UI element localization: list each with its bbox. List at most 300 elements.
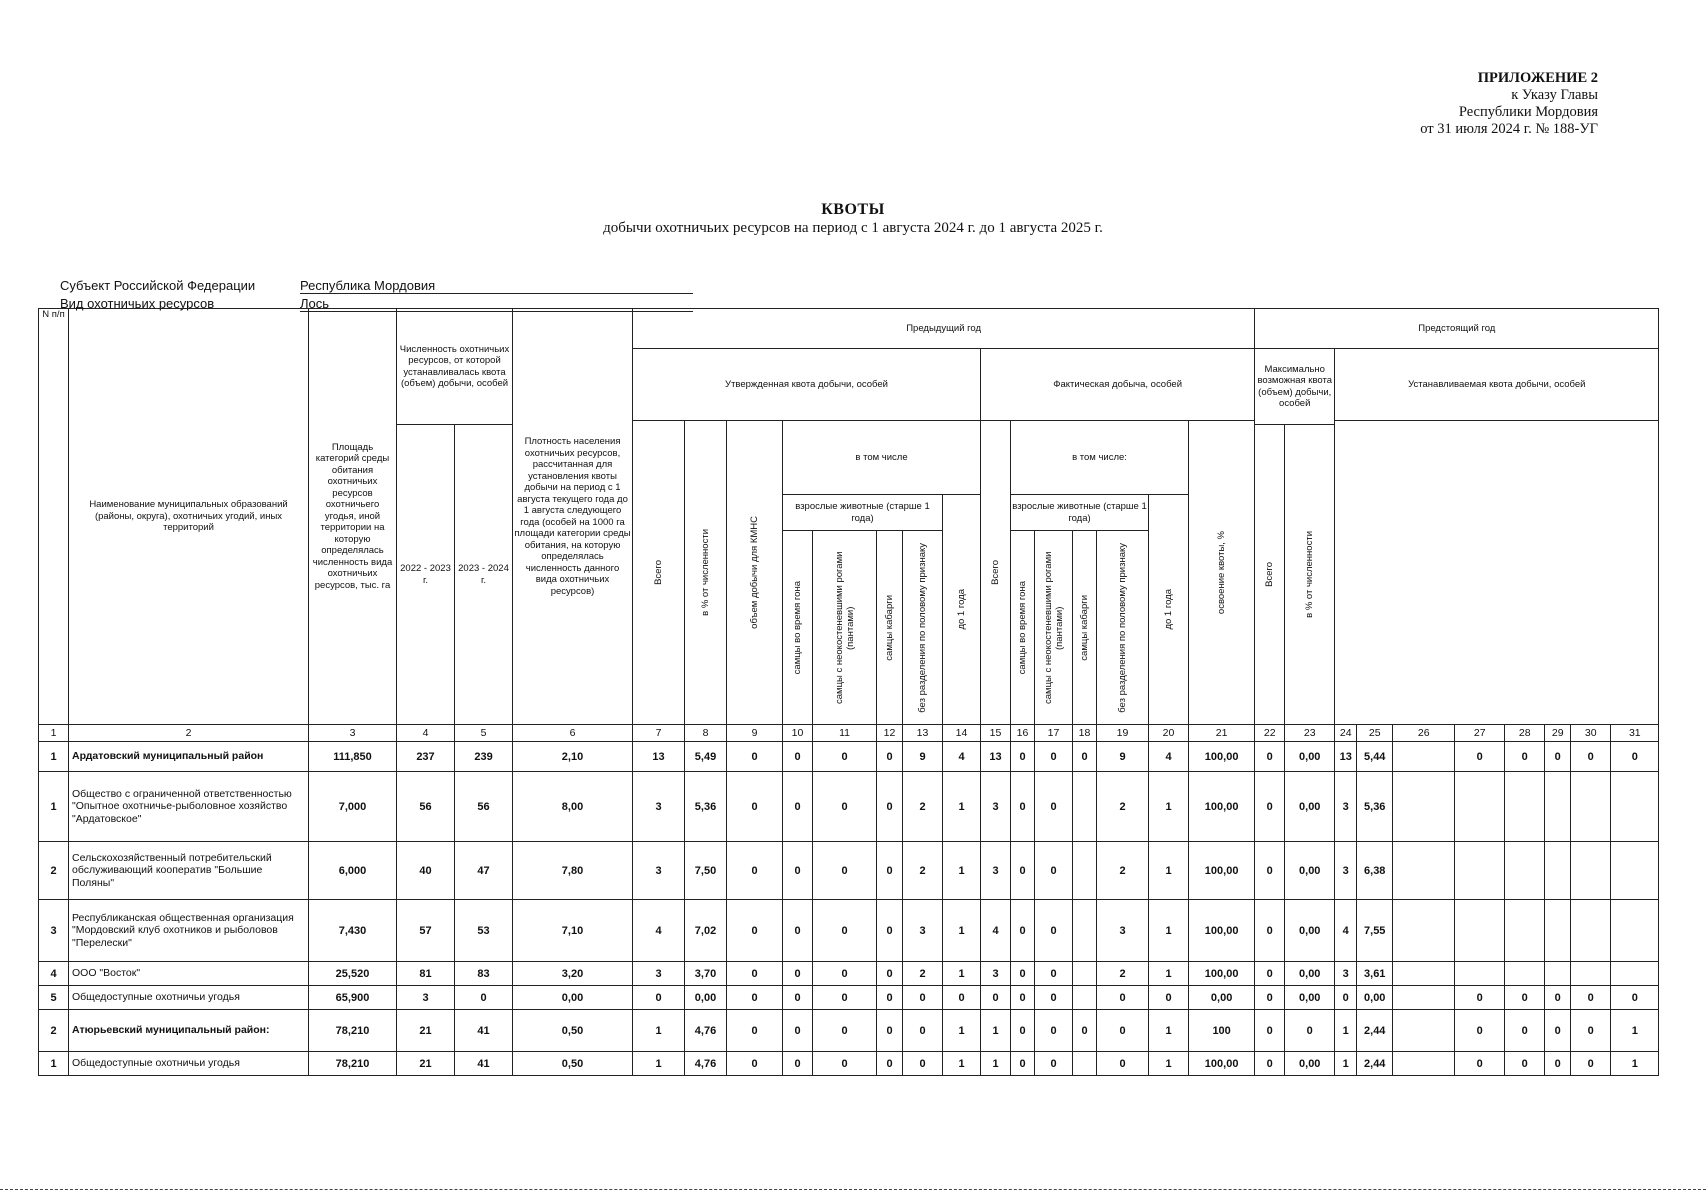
table-cell: 0	[783, 900, 813, 962]
table-cell: 0	[981, 986, 1011, 1010]
column-number: 9	[727, 725, 783, 742]
header-actual-musk-males-text: самцы кабарги	[1079, 594, 1091, 661]
column-number: 15	[981, 725, 1011, 742]
table-cell: 0	[1455, 1052, 1505, 1076]
column-number-row	[39, 725, 1659, 742]
table-row	[39, 1052, 1659, 1076]
table-cell	[1505, 900, 1545, 962]
table-cell: 1	[1611, 1010, 1659, 1052]
column-number: 19	[1097, 725, 1149, 742]
table-cell	[1393, 1010, 1455, 1052]
column-number: 12	[877, 725, 903, 742]
table-cell	[1073, 1052, 1097, 1076]
header-max-total-text: Всего	[1264, 562, 1276, 587]
table-cell: 0	[1455, 742, 1505, 772]
table-cell: 40	[397, 842, 455, 900]
row-number-cell: 1	[39, 1052, 69, 1076]
header-pct	[685, 421, 727, 725]
table-cell: 41	[455, 1052, 513, 1076]
table-cell: 0,00	[685, 986, 727, 1010]
table-cell	[1455, 900, 1505, 962]
table-row	[39, 900, 1659, 962]
table-cell: 111,850	[309, 742, 397, 772]
column-number: 1	[39, 725, 69, 742]
table-cell: 2	[1097, 842, 1149, 900]
document-title-block	[0, 201, 1706, 237]
column-number: 8	[685, 725, 727, 742]
table-cell: 4	[1335, 900, 1357, 962]
table-cell: 1	[633, 1052, 685, 1076]
table-cell: 0	[1035, 962, 1073, 986]
header-next-year: Предстоящий год	[1255, 309, 1659, 349]
table-cell: 0	[727, 1052, 783, 1076]
table-cell	[1571, 900, 1611, 962]
column-number: 31	[1611, 725, 1659, 742]
table-cell: 0	[813, 842, 877, 900]
table-cell: 0	[1255, 986, 1285, 1010]
header-actual-rut-males	[1011, 531, 1035, 725]
header-max-pct	[1285, 425, 1335, 725]
table-cell: 2,44	[1357, 1010, 1393, 1052]
table-cell: 0,00	[513, 986, 633, 1010]
table-cell: 0	[1571, 742, 1611, 772]
table-cell: 3	[981, 842, 1011, 900]
table-cell: 0	[727, 842, 783, 900]
table-cell: 7,02	[685, 900, 727, 962]
table-cell: 100,00	[1189, 962, 1255, 986]
column-number: 28	[1505, 725, 1545, 742]
table-cell: 0	[1571, 986, 1611, 1010]
table-cell: 83	[455, 962, 513, 986]
header-max-pct-text: в % от численности	[1304, 531, 1316, 618]
table-cell: 4,76	[685, 1010, 727, 1052]
table-cell: 0	[1255, 962, 1285, 986]
table-cell: 21	[397, 1010, 455, 1052]
header-name: Наименование муниципальных образований (районы, округа), охотничьих угодий, иных территорий	[69, 309, 309, 725]
header-max-total	[1255, 425, 1285, 725]
header-total	[633, 421, 685, 725]
table-cell	[1545, 900, 1571, 962]
table-cell: 2,10	[513, 742, 633, 772]
table-cell: 0	[877, 986, 903, 1010]
table-cell: 78,210	[309, 1052, 397, 1076]
appendix-line: к Указу Главы	[1511, 87, 1598, 103]
header-including: в том числе	[783, 421, 981, 495]
table-cell: 78,210	[309, 1010, 397, 1052]
table-cell: 0	[783, 1010, 813, 1052]
quota-table	[38, 308, 1659, 1076]
table-cell: 21	[397, 1052, 455, 1076]
table-cell: 0	[633, 986, 685, 1010]
territory-name-cell: Республиканская общественная организация "Мордовский клуб охотников и рыболовов "Перелески"	[69, 900, 309, 962]
table-cell: 47	[455, 842, 513, 900]
table-cell: 100,00	[1189, 842, 1255, 900]
table-cell: 0	[1611, 986, 1659, 1010]
column-number: 2	[69, 725, 309, 742]
table-cell: 0	[1035, 842, 1073, 900]
table-cell: 1	[943, 772, 981, 842]
table-cell: 100	[1189, 1010, 1255, 1052]
table-cell: 0	[727, 772, 783, 842]
table-cell: 0	[1073, 742, 1097, 772]
table-cell: 65,900	[309, 986, 397, 1010]
header-under1	[943, 495, 981, 725]
column-number: 13	[903, 725, 943, 742]
header-quota-usage	[1189, 421, 1255, 725]
table-cell: 4	[943, 742, 981, 772]
table-cell: 0	[783, 842, 813, 900]
table-cell: 1	[1149, 842, 1189, 900]
table-cell	[1455, 842, 1505, 900]
header-actual-musk-males	[1073, 531, 1097, 725]
table-cell: 0	[1035, 1010, 1073, 1052]
table-cell: 237	[397, 742, 455, 772]
table-cell: 0	[1335, 986, 1357, 1010]
table-cell: 4	[1149, 742, 1189, 772]
resource-value: Лось	[300, 296, 693, 312]
header-actual-total	[981, 421, 1011, 725]
table-cell: 0	[727, 986, 783, 1010]
table-cell: 1	[1611, 1052, 1659, 1076]
table-cell: 0	[1285, 1010, 1335, 1052]
table-cell: 0	[877, 742, 903, 772]
table-cell: 7,430	[309, 900, 397, 962]
row-number-cell: 4	[39, 962, 69, 986]
table-cell: 0	[903, 986, 943, 1010]
table-cell: 0	[783, 1052, 813, 1076]
table-cell	[1393, 1052, 1455, 1076]
table-cell: 0	[813, 1052, 877, 1076]
header-actual-antler-males-text: самцы с неокостеневшими рогами (пантами)	[1042, 551, 1065, 704]
table-cell: 0	[1505, 742, 1545, 772]
table-cell: 3	[397, 986, 455, 1010]
row-number-cell: 1	[39, 742, 69, 772]
header-max-quota: Максимально возможная квота (объем) добычи, особей	[1255, 349, 1335, 425]
table-cell	[1611, 842, 1659, 900]
table-cell: 5,36	[1357, 772, 1393, 842]
table-cell: 2	[903, 772, 943, 842]
table-cell: 1	[943, 900, 981, 962]
header-set-quota: Устанавливаемая квота добычи, особей	[1335, 349, 1659, 421]
header-density: Плотность населения охотничьих ресурсов, рассчитанная для установления квоты добычи на период с 1 августа текущего года до 1 августа следующего года (особей на 1000 га площади категории среды обитания, на которую определялась численность данного вида охотничьих ресурсов)	[513, 309, 633, 725]
table-cell: 1	[1149, 900, 1189, 962]
table-cell: 100,00	[1189, 900, 1255, 962]
header-actual-total-text: Всего	[990, 560, 1002, 585]
header-rut-males-text: самцы во время гона	[792, 580, 804, 675]
table-cell: 8,00	[513, 772, 633, 842]
header-actual-rut-males-text: самцы во время гона	[1017, 580, 1029, 675]
table-cell: 3	[981, 772, 1011, 842]
table-cell	[1393, 900, 1455, 962]
table-cell: 56	[455, 772, 513, 842]
table-cell: 0	[877, 842, 903, 900]
table-cell: 0	[877, 1052, 903, 1076]
table-cell: 2,44	[1357, 1052, 1393, 1076]
quota-table-body	[39, 742, 1659, 1076]
table-cell: 2	[1097, 772, 1149, 842]
appendix-title: ПРИЛОЖЕНИЕ 2	[1477, 70, 1598, 86]
table-cell: 0	[1255, 772, 1285, 842]
document-title: КВОТЫ	[821, 201, 885, 218]
district-row	[39, 1010, 1659, 1052]
table-cell: 41	[455, 1010, 513, 1052]
header-musk-males	[877, 531, 903, 725]
subject-row	[60, 278, 693, 294]
column-number: 4	[397, 725, 455, 742]
territory-name-cell: ООО "Восток"	[69, 962, 309, 986]
header-under1-text: до 1 года	[956, 589, 968, 630]
table-cell: 0,00	[1285, 742, 1335, 772]
table-cell: 5,49	[685, 742, 727, 772]
table-cell	[1393, 842, 1455, 900]
table-cell: 1	[1149, 1010, 1189, 1052]
column-number: 16	[1011, 725, 1035, 742]
table-cell: 0	[1505, 986, 1545, 1010]
table-cell: 2	[903, 842, 943, 900]
table-cell: 6,38	[1357, 842, 1393, 900]
table-cell	[1545, 962, 1571, 986]
table-cell: 0	[1011, 986, 1035, 1010]
table-cell: 3,20	[513, 962, 633, 986]
table-cell: 0	[1097, 986, 1149, 1010]
table-cell	[1545, 772, 1571, 842]
column-number: 26	[1393, 725, 1455, 742]
table-cell	[1073, 842, 1097, 900]
table-cell: 1	[1335, 1052, 1357, 1076]
table-cell: 13	[981, 742, 1011, 772]
header-actual-antler-males	[1035, 531, 1073, 725]
table-cell: 0	[813, 962, 877, 986]
table-cell: 0	[727, 962, 783, 986]
table-cell: 0	[1035, 772, 1073, 842]
table-cell	[1073, 772, 1097, 842]
table-cell: 1	[943, 962, 981, 986]
table-cell: 0	[1097, 1010, 1149, 1052]
page-bottom-edge	[0, 1189, 1706, 1190]
table-cell: 0	[1011, 1052, 1035, 1076]
table-cell: 1	[1149, 962, 1189, 986]
header-kmns-volume-text: объем добычи для КМНС	[749, 516, 761, 629]
header-adults: взрослые животные (старше 1 года)	[783, 495, 943, 531]
column-number: 7	[633, 725, 685, 742]
table-cell: 0,00	[1285, 842, 1335, 900]
table-cell: 0	[1571, 1010, 1611, 1052]
table-cell: 0	[1545, 1052, 1571, 1076]
table-cell: 0,00	[1285, 986, 1335, 1010]
table-cell: 2	[1097, 962, 1149, 986]
table-cell: 0	[1035, 986, 1073, 1010]
table-cell	[1545, 842, 1571, 900]
table-cell: 3	[1097, 900, 1149, 962]
table-cell: 0	[1545, 742, 1571, 772]
column-number: 5	[455, 725, 513, 742]
document-subtitle: добычи охотничьих ресурсов на период с 1 августа 2024 г. до 1 августа 2025 г.	[603, 220, 1103, 236]
table-cell: 0	[1011, 742, 1035, 772]
row-number-cell: 1	[39, 772, 69, 842]
table-cell	[1505, 842, 1545, 900]
table-cell: 0,00	[1357, 986, 1393, 1010]
table-row	[39, 842, 1659, 900]
table-cell: 0	[1505, 1010, 1545, 1052]
header-antler-males	[813, 531, 877, 725]
row-number-cell: 5	[39, 986, 69, 1010]
header-antler-males-text: самцы с неокостеневшими рогами (пантами)	[833, 551, 856, 704]
table-cell: 3	[633, 772, 685, 842]
table-cell: 5,44	[1357, 742, 1393, 772]
table-cell	[1505, 772, 1545, 842]
table-cell: 0	[1255, 842, 1285, 900]
table-cell: 1	[943, 1052, 981, 1076]
table-cell: 56	[397, 772, 455, 842]
table-cell: 0	[1505, 1052, 1545, 1076]
table-cell: 53	[455, 900, 513, 962]
table-cell	[1073, 962, 1097, 986]
table-cell: 0	[903, 1052, 943, 1076]
table-cell: 3,61	[1357, 962, 1393, 986]
column-number: 25	[1357, 725, 1393, 742]
table-cell: 0,50	[513, 1052, 633, 1076]
column-number: 10	[783, 725, 813, 742]
table-cell: 0,00	[1285, 1052, 1335, 1076]
table-cell: 7,10	[513, 900, 633, 962]
header-set-quota-spacer	[1335, 421, 1659, 725]
table-cell: 0	[1455, 986, 1505, 1010]
table-cell: 0	[727, 900, 783, 962]
table-cell: 7,50	[685, 842, 727, 900]
column-number: 27	[1455, 725, 1505, 742]
header-area: Площадь категорий среды обитания охотничьих ресурсов охотничьего угодья, иной территории на которую определялась численность вида охотничьих ресурсов, тыс. га	[309, 309, 397, 725]
table-cell: 0	[903, 1010, 943, 1052]
table-cell: 100,00	[1189, 1052, 1255, 1076]
table-cell: 0	[727, 742, 783, 772]
district-row	[39, 742, 1659, 772]
table-cell: 0,00	[1285, 962, 1335, 986]
table-cell: 0	[813, 986, 877, 1010]
table-cell: 3	[903, 900, 943, 962]
header-pop-y1: 2022 - 2023 г.	[397, 425, 455, 725]
header-approved-quota: Утвержденная квота добычи, особей	[633, 349, 981, 421]
table-cell: 1	[633, 1010, 685, 1052]
table-cell: 0	[783, 962, 813, 986]
subject-value: Республика Мордовия	[300, 278, 693, 294]
header-musk-males-text: самцы кабарги	[884, 594, 896, 661]
table-cell: 100,00	[1189, 772, 1255, 842]
table-cell: 0	[1011, 900, 1035, 962]
header-previous-year: Предыдущий год	[633, 309, 1255, 349]
table-row	[39, 772, 1659, 842]
table-cell	[1073, 986, 1097, 1010]
table-cell: 0	[1011, 962, 1035, 986]
table-cell: 5,36	[685, 772, 727, 842]
header-actual-no-sex	[1097, 531, 1149, 725]
column-number: 22	[1255, 725, 1285, 742]
header-actual-no-sex-text: без разделения по половому признаку	[1117, 542, 1129, 713]
column-number: 23	[1285, 725, 1335, 742]
table-cell: 7,55	[1357, 900, 1393, 962]
table-cell	[1505, 962, 1545, 986]
table-cell	[1611, 772, 1659, 842]
header-rut-males	[783, 531, 813, 725]
table-cell: 0	[727, 1010, 783, 1052]
column-number: 21	[1189, 725, 1255, 742]
table-cell: 0	[1455, 1010, 1505, 1052]
table-cell	[1393, 962, 1455, 986]
table-cell	[1611, 900, 1659, 962]
column-number: 30	[1571, 725, 1611, 742]
table-cell	[1455, 772, 1505, 842]
appendix-block	[1420, 70, 1598, 138]
table-cell: 3	[633, 842, 685, 900]
table-cell: 0	[1097, 1052, 1149, 1076]
table-cell	[1393, 742, 1455, 772]
table-cell: 9	[1097, 742, 1149, 772]
table-cell: 4	[633, 900, 685, 962]
column-number: 3	[309, 725, 397, 742]
territory-name-cell: Ардатовский муниципальный район	[69, 742, 309, 772]
table-cell: 3	[981, 962, 1011, 986]
table-row	[39, 986, 1659, 1010]
territory-name-cell: Сельскохозяйственный потребительский обслуживающий кооператив "Большие Поляны"	[69, 842, 309, 900]
row-number-cell: 3	[39, 900, 69, 962]
table-cell: 0	[1545, 986, 1571, 1010]
header-actual-including: в том числе:	[1011, 421, 1189, 495]
table-cell	[1073, 900, 1097, 962]
table-cell: 0	[1035, 900, 1073, 962]
header-actual-catch: Фактическая добыча, особей	[981, 349, 1255, 421]
table-cell: 4,76	[685, 1052, 727, 1076]
table-cell	[1393, 772, 1455, 842]
table-cell	[1571, 772, 1611, 842]
appendix-date: от 31 июля 2024 г. № 188-УГ	[1420, 121, 1598, 137]
column-number: 6	[513, 725, 633, 742]
table-cell: 3	[1335, 962, 1357, 986]
subject-label: Субъект Российской Федерации	[60, 278, 256, 293]
table-cell: 3,70	[685, 962, 727, 986]
table-cell: 0	[1571, 1052, 1611, 1076]
table-cell: 0	[1011, 772, 1035, 842]
table-cell: 57	[397, 900, 455, 962]
territory-name-cell: Общество с ограниченной ответственностью "Опытное охотничье-рыболовное хозяйство "Ардатовское"	[69, 772, 309, 842]
table-cell	[1455, 962, 1505, 986]
header-actual-under1-text: до 1 года	[1163, 589, 1175, 630]
table-cell: 0	[813, 900, 877, 962]
table-cell: 25,520	[309, 962, 397, 986]
table-cell: 0	[813, 742, 877, 772]
table-cell: 3	[1335, 842, 1357, 900]
table-cell: 13	[1335, 742, 1357, 772]
table-cell: 0	[783, 986, 813, 1010]
header-total-text: Всего	[653, 560, 665, 585]
table-cell	[1393, 986, 1455, 1010]
table-cell: 0	[455, 986, 513, 1010]
table-cell: 0	[877, 962, 903, 986]
header-actual-adults: взрослые животные (старше 1 года)	[1011, 495, 1149, 531]
table-cell: 9	[903, 742, 943, 772]
table-cell: 1	[943, 842, 981, 900]
table-cell: 0,00	[1285, 772, 1335, 842]
table-cell: 1	[981, 1010, 1011, 1052]
table-cell: 1	[1149, 772, 1189, 842]
table-cell: 0	[1255, 1052, 1285, 1076]
table-cell: 81	[397, 962, 455, 986]
table-cell: 0	[1035, 742, 1073, 772]
table-cell: 7,000	[309, 772, 397, 842]
table-cell: 0	[1545, 1010, 1571, 1052]
row-number-cell: 2	[39, 1010, 69, 1052]
table-cell: 1	[1149, 1052, 1189, 1076]
table-cell: 1	[981, 1052, 1011, 1076]
header-kmns-volume	[727, 421, 783, 725]
